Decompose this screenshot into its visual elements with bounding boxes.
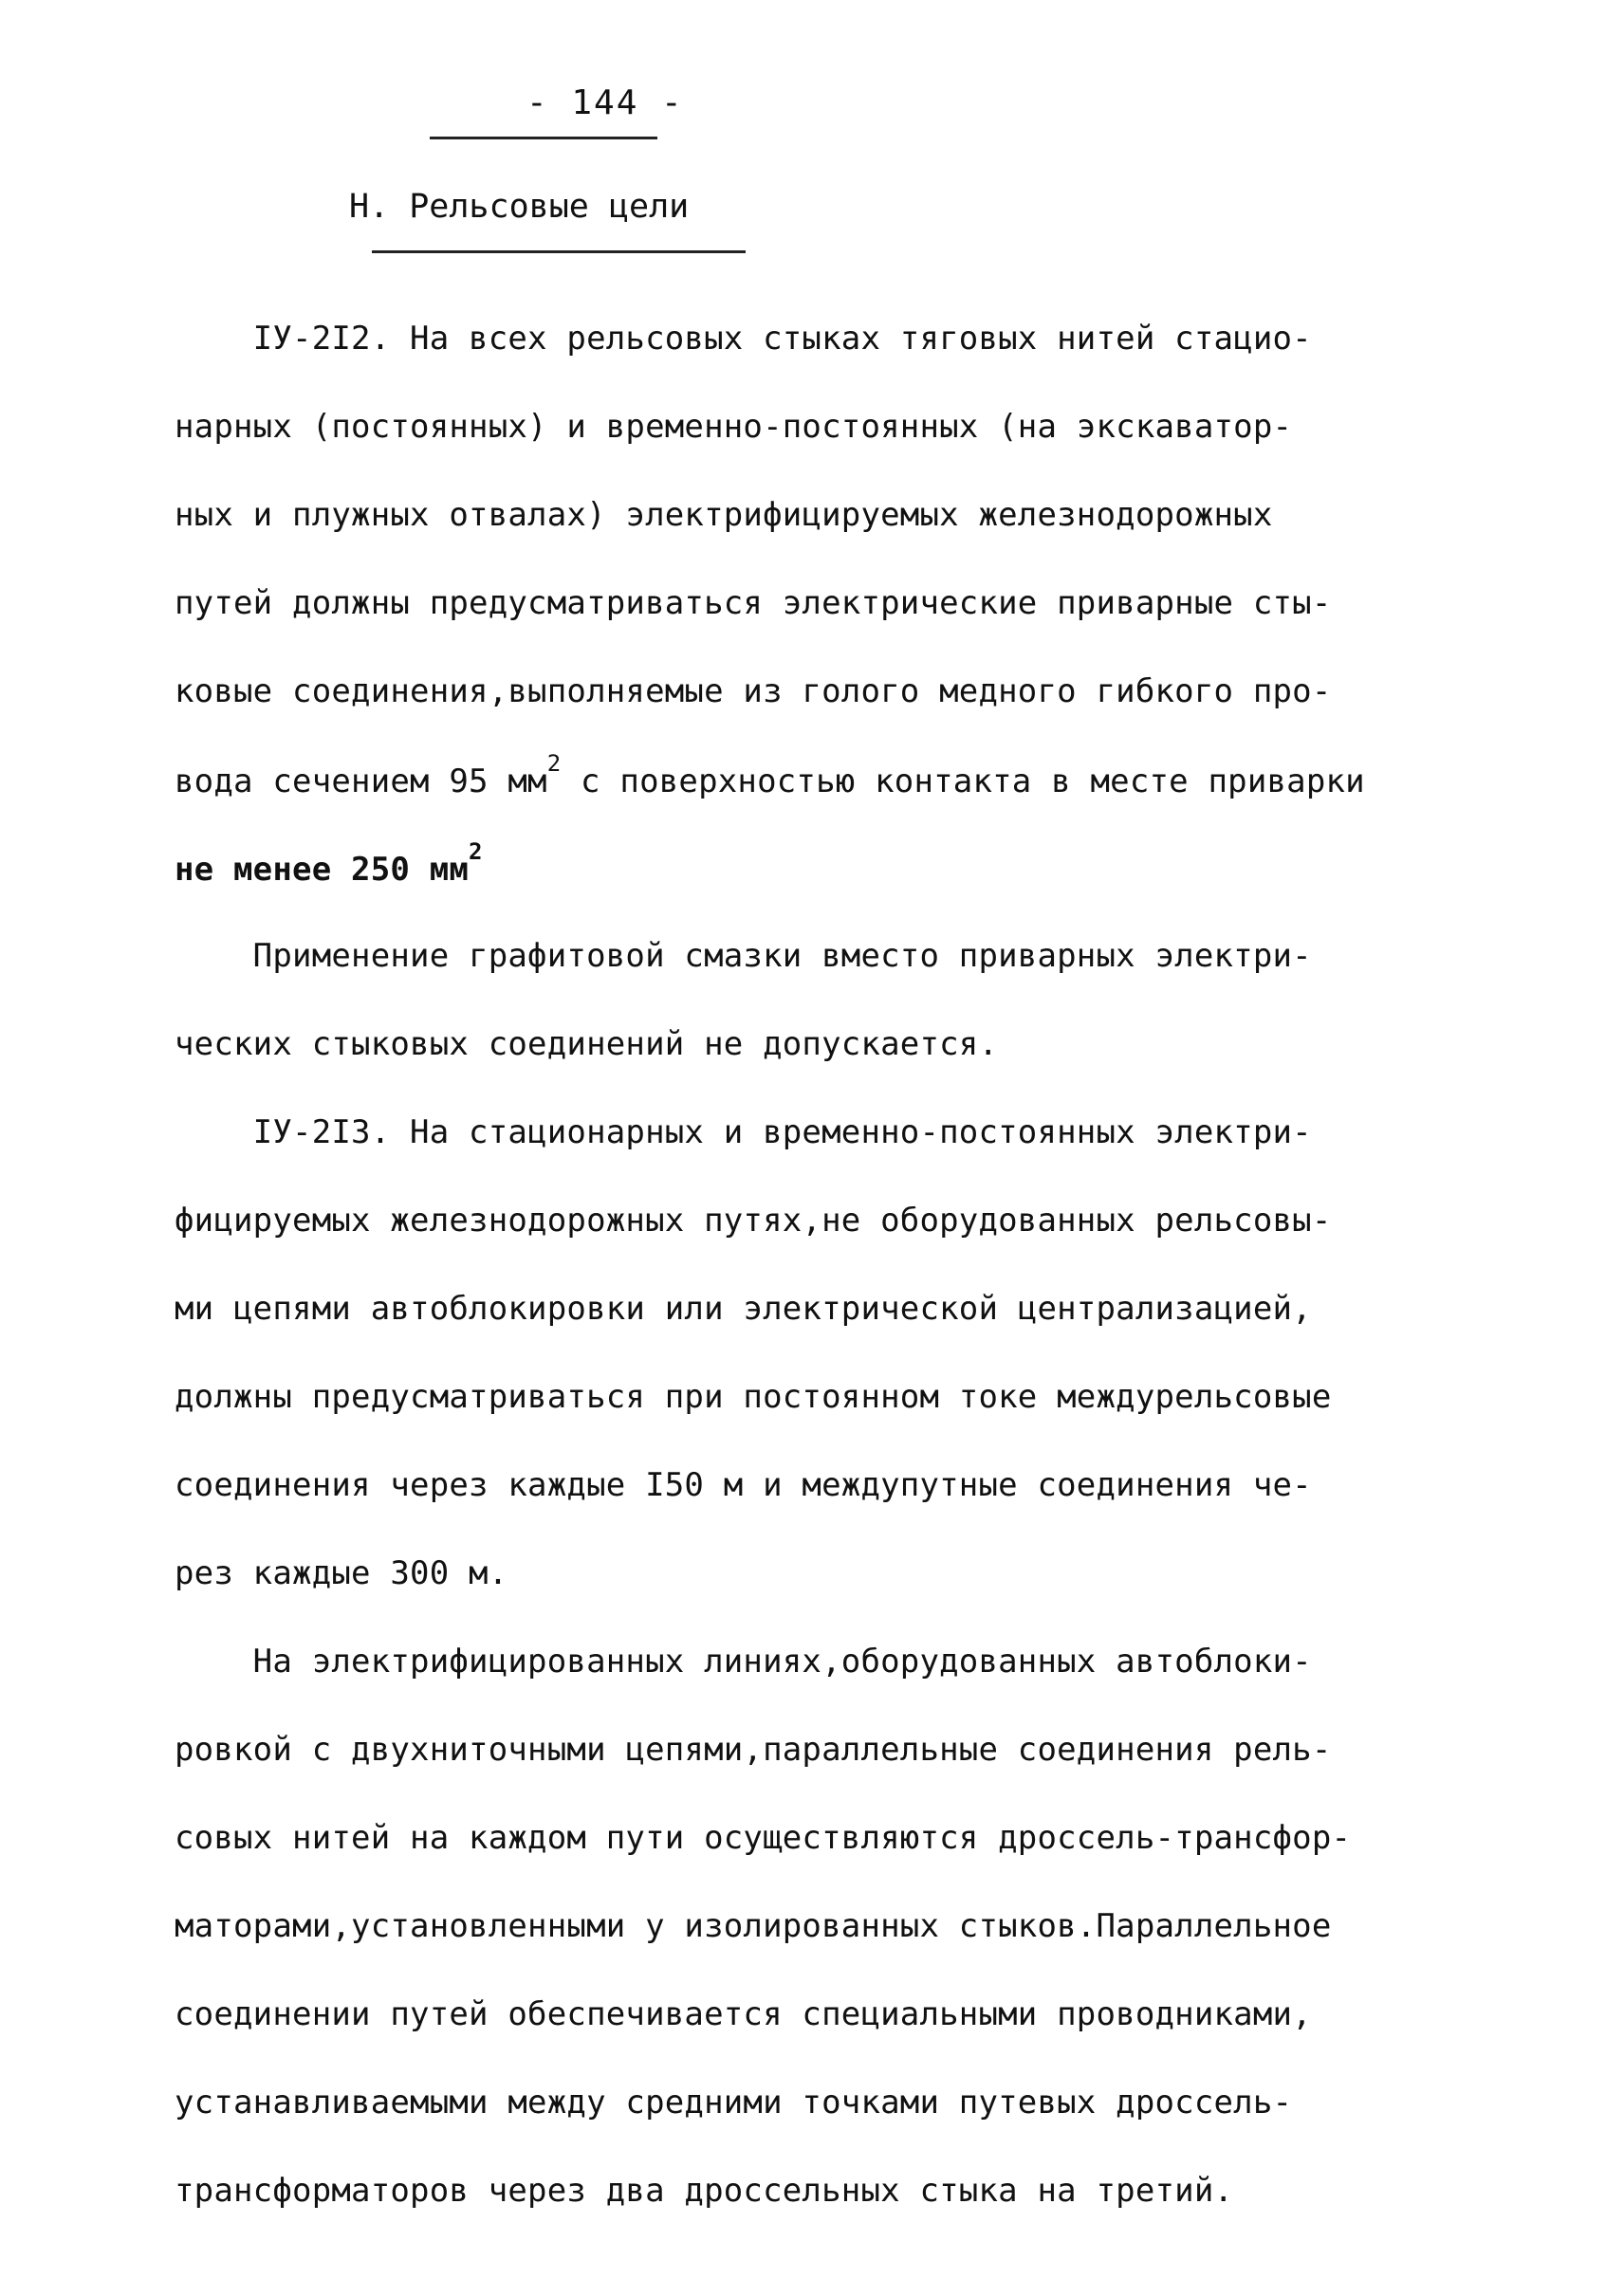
- text-line: IУ-2I2. На всех рельсовых стыках тяговых нитей стацио-: [175, 320, 1312, 358]
- text-line: ных и плужных отвалах) электрифицируемых железнодорожных: [175, 496, 1273, 534]
- section-title-underline: [372, 250, 746, 253]
- text-line: совых нитей на каждом пути осуществляются дроссель-трансфор-: [175, 1819, 1352, 1857]
- text-line: ческих стыковых соединений не допускается.: [175, 1025, 999, 1063]
- cross-section-text-end: с поверхностью контакта в месте приварки: [561, 762, 1365, 800]
- min-area-text: не менее 250 мм: [175, 851, 470, 889]
- text-line: ровкой с двухниточными цепями,параллельные соединения рель-: [175, 1731, 1332, 1769]
- text-line-cross-section: [175, 750, 1365, 800]
- text-line: должны предусматриваться при постоянном токе междурельсовые: [175, 1378, 1332, 1416]
- text-line: соединения через каждые I50 м и междупутные соединения че-: [175, 1466, 1312, 1504]
- text-line: соединении путей обеспечивается специальными проводниками,: [175, 1995, 1312, 2033]
- text-line: IУ-2I3. На стационарных и временно-постоянных электри-: [175, 1113, 1312, 1151]
- cross-section-text: вода сечением 95 мм: [175, 762, 547, 800]
- text-line: маторами,установленными у изолированных стыков.Параллельное: [175, 1907, 1332, 1945]
- text-line: фицируемых железнодорожных путях,не оборудованных рельсовы-: [175, 1202, 1332, 1240]
- text-line: путей должны предусматриваться электрические приварные сты-: [175, 584, 1332, 622]
- text-line: ковые соединения,выполняемые из голого медного гибкого про-: [175, 672, 1332, 710]
- text-line: ми цепями автоблокировки или электрической централизацией,: [175, 1290, 1312, 1328]
- text-line: рез каждые 300 м.: [175, 1554, 508, 1592]
- page-number-underline: [430, 137, 657, 139]
- text-line: На электрифицированных линиях,оборудованных автоблоки-: [175, 1643, 1312, 1681]
- text-line: устанавливаемыми между средними точками путевых дроссель-: [175, 2084, 1293, 2122]
- text-line: Применение графитовой смазки вместо приварных электри-: [175, 937, 1312, 975]
- text-line: нарных (постоянных) и временно-постоянных (на экскаватор-: [175, 408, 1293, 446]
- page-number: - 144 -: [526, 83, 684, 122]
- section-title: Н. Рельсовые цели: [349, 188, 690, 226]
- text-line-min-area: [175, 838, 483, 889]
- cross-section-exponent: 2: [546, 750, 562, 777]
- text-line: трансформаторов через два дроссельных стыка на третий.: [175, 2172, 1234, 2210]
- min-area-exponent: 2: [469, 838, 483, 865]
